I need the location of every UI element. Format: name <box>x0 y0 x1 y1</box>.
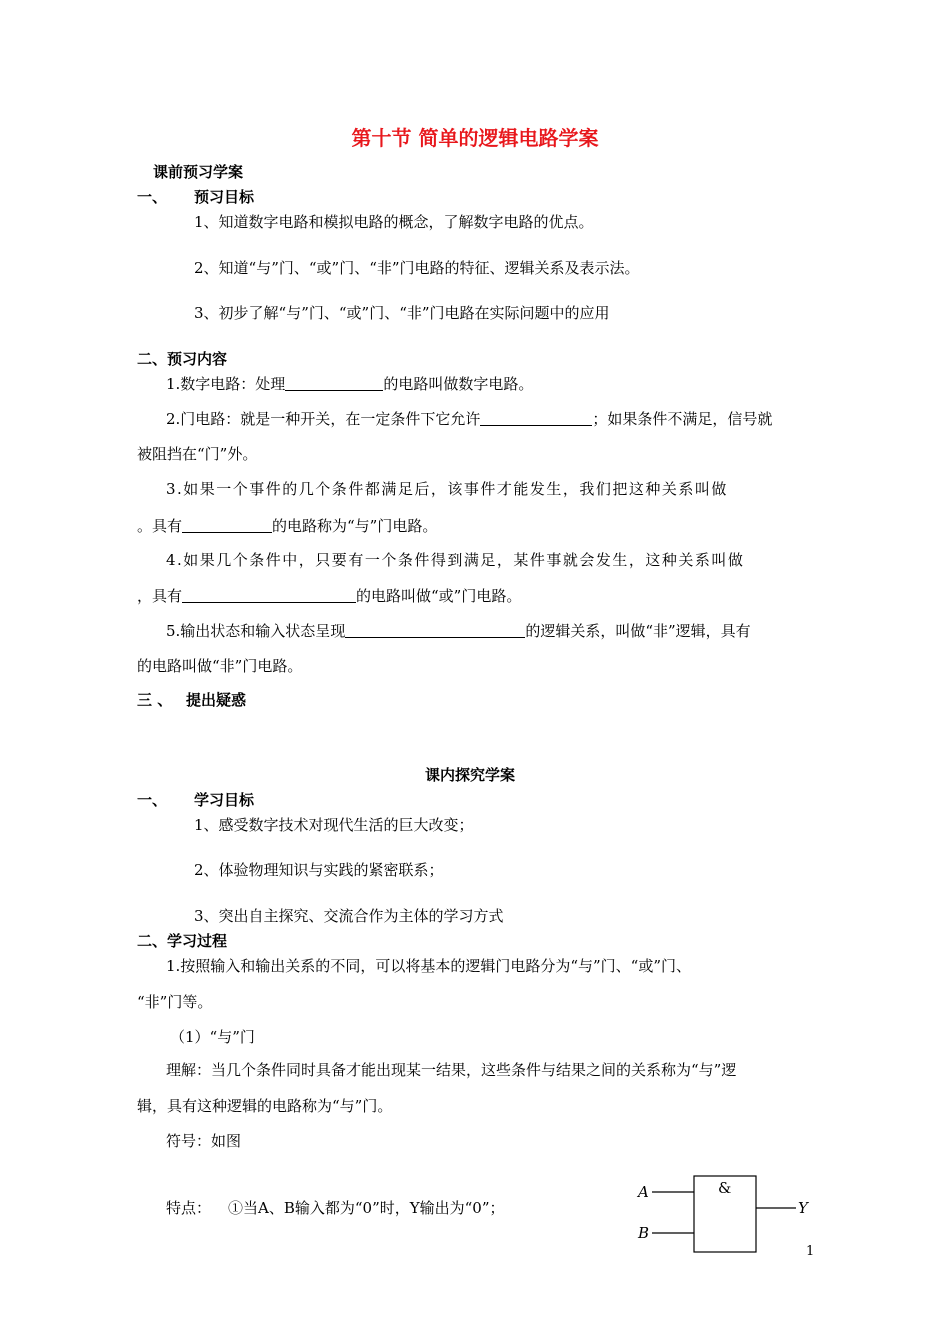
goal-item: 1、感受数字技术对现代生活的巨大改变； <box>194 816 474 834</box>
section-heading-inclass: 课内探究学案 <box>425 766 516 784</box>
page-title: 第十节 简单的逻辑电路学案 <box>351 126 599 150</box>
question-text: 5.输出状态和输入状态呈现 <box>166 622 346 640</box>
gate-symbol-label: & <box>718 1179 732 1197</box>
section-title: 二、学习过程 <box>137 932 228 950</box>
question-3 <box>137 518 437 534</box>
question-text: ；如果条件不满足，信号就 <box>592 410 773 428</box>
input-a-label: A <box>638 1183 649 1201</box>
goal-item: 1、知道数字电路和模拟电路的概念，了解数字电路的优点。 <box>194 213 594 231</box>
section-title: 提出疑惑 <box>186 691 247 709</box>
answer-blank[interactable] <box>480 411 592 426</box>
paragraph-text: 理解：当几个条件同时具备才能出现某一结果，这些条件与结果之间的关系称为“与”逻 <box>166 1061 737 1079</box>
section-title: 二、预习内容 <box>137 350 228 368</box>
question-text: 4.如果几个条件中，只要有一个条件得到满足，某件事就会发生，这种关系叫做 <box>166 551 745 569</box>
question-text: 的电路叫做“非”门电路。 <box>137 657 303 675</box>
question-2 <box>166 411 772 427</box>
goal-item: 3、突出自主探究、交流合作为主体的学习方式 <box>194 907 504 925</box>
input-b-label: B <box>638 1224 650 1242</box>
question-5 <box>166 623 751 639</box>
section-title: 预习目标 <box>194 188 255 206</box>
question-text: 的电路叫做数字电路。 <box>383 375 534 393</box>
question-text: ，具有 <box>137 587 183 605</box>
answer-blank[interactable] <box>345 623 525 638</box>
paragraph-text: 1.按照输入和输出关系的不同，可以将基本的逻辑门电路分为“与”门、“或”门、 <box>166 957 691 975</box>
feature-label: 特点： <box>166 1199 212 1217</box>
question-text: 2.门电路：就是一种开关，在一定条件下它允许 <box>166 410 481 428</box>
question-text: 1.数字电路：处理 <box>166 375 286 393</box>
paragraph-text: “非”门等。 <box>137 993 213 1011</box>
feature-text: ①当A、B输入都为“0”时，Y输出为“0”； <box>228 1199 505 1217</box>
section-number: 三 、 <box>137 691 173 709</box>
goal-item: 2、体验物理知识与实践的紧密联系； <box>194 861 444 879</box>
question-text: 的电路称为“与”门电路。 <box>272 517 438 535</box>
section-title: 学习目标 <box>194 791 255 809</box>
subsection-title: （1）“与”门 <box>170 1028 255 1046</box>
paragraph-text: 符号：如图 <box>166 1132 242 1150</box>
and-gate-symbol <box>630 1168 820 1258</box>
question-text: 3.如果一个事件的几个条件都满足后，该事件才能发生，我们把这种关系叫做 <box>166 480 728 498</box>
question-text: 的电路叫做“或”门电路。 <box>356 587 522 605</box>
section-heading-preview: 课前预习学案 <box>153 163 244 181</box>
section-number: 一、 <box>137 188 168 206</box>
goal-item: 3、初步了解“与”门、“或”门、“非”门电路在实际问题中的应用 <box>194 304 610 322</box>
question-text: 被阻挡在“门”外。 <box>137 445 258 463</box>
question-4 <box>137 588 521 604</box>
question-text: 。具有 <box>137 517 183 535</box>
goal-item: 2、知道“与”门、“或”门、“非”门电路的特征、逻辑关系及表示法。 <box>194 259 640 277</box>
answer-blank[interactable] <box>182 588 356 603</box>
question-1 <box>166 376 533 392</box>
answer-blank[interactable] <box>182 518 272 533</box>
question-text: 的逻辑关系，叫做“非”逻辑，具有 <box>525 622 751 640</box>
paragraph-text: 辑，具有这种逻辑的电路称为“与”门。 <box>137 1097 393 1115</box>
page-number: 1 <box>806 1244 815 1259</box>
output-label: Y <box>798 1199 808 1217</box>
answer-blank[interactable] <box>285 376 383 391</box>
section-number: 一、 <box>137 791 168 809</box>
